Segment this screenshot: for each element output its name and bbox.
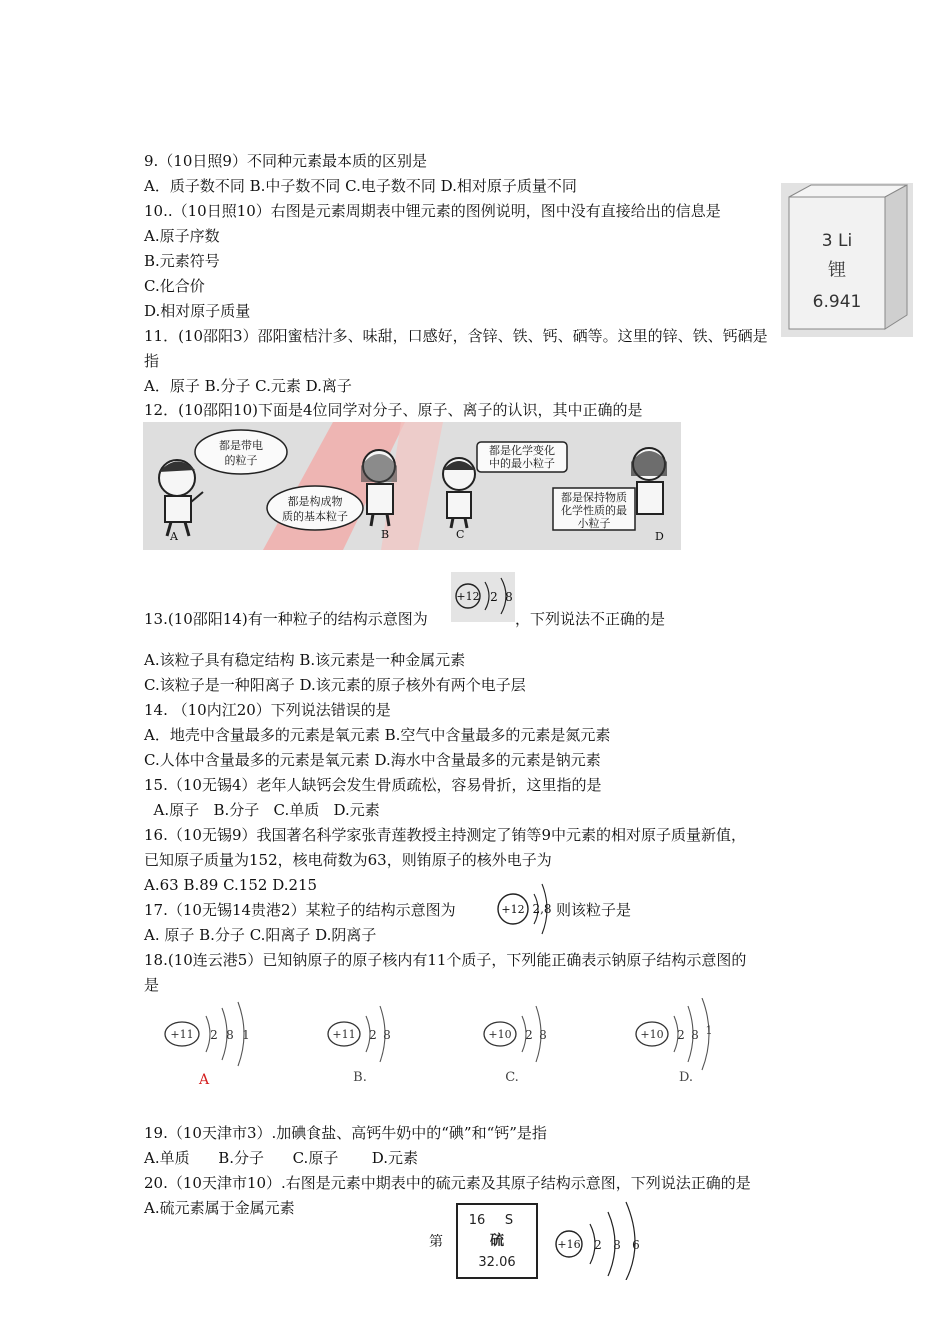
- lithium-mass: 6.941: [812, 292, 862, 312]
- q18-diagram-a: [165, 1002, 250, 1088]
- q18-diagram-c: [484, 1006, 547, 1085]
- q15-options: A.原子 B.分子 C.单质 D.元素: [144, 801, 380, 819]
- bubble-a-line2: 的粒子: [224, 454, 258, 467]
- q17-stem-after: 则该粒子是: [556, 901, 632, 919]
- q11-stem-line1: 11．(10邵阳3）邵阳蜜桔汁多、味甜，口感好，含锌、铁、钙、硒等。这里的锌、铁、钙硒是: [144, 327, 768, 345]
- q17-options: A. 原子 B.分子 C.阳离子 D.阴离子: [144, 926, 377, 944]
- q19-options: A.单质 B.分子 C.原子 D.元素: [144, 1149, 418, 1167]
- q18-stem-line2: 是: [144, 976, 160, 994]
- q17-nucleus: +12: [501, 903, 525, 916]
- bubble-b-line2: 质的基本粒子: [282, 510, 348, 523]
- bubble-b-line1: 都是构成物: [287, 495, 343, 508]
- sulfur-atom-diagram: [552, 1200, 648, 1280]
- label-a: A: [170, 530, 178, 543]
- q13-options-line2: C.该粒子是一种阳离子 D.该元素的原子核外有两个电子层: [144, 676, 526, 694]
- q10-option-c: C.化合价: [144, 277, 205, 295]
- q11-options: A．原子 B.分子 C.元素 D.离子: [144, 377, 352, 395]
- q18-c-nucleus: +10: [488, 1028, 512, 1041]
- q19-stem: 19.（10天津市3）.加碘食盐、高钙牛奶中的“碘”和“钙”是指: [144, 1124, 547, 1142]
- q18-d-shell-3: 1: [705, 1024, 713, 1037]
- sulfur-name: 硫: [490, 1233, 504, 1249]
- q9-stem: 9.（10日照9）不同种元素最本质的区别是: [144, 152, 427, 170]
- q17-shells: 2,8: [532, 902, 552, 916]
- sulfur-symbol: S: [504, 1213, 514, 1228]
- sulfur-shell-3: 6: [632, 1238, 640, 1252]
- sulfur-element-card: [455, 1202, 541, 1280]
- q10-option-b: B.元素符号: [144, 252, 220, 270]
- q17-stem-before: 17.（10无锡14贵港2）某粒子的结构示意图为: [144, 901, 456, 919]
- lithium-element-card: [781, 183, 913, 337]
- q18-a-shell-2: 8: [226, 1028, 234, 1042]
- q13-options-line1: A.该粒子具有稳定结构 B.该元素是一种金属元素: [144, 651, 466, 669]
- student-b-figure: [361, 450, 397, 526]
- q18-b-shell-2: 8: [383, 1028, 391, 1042]
- q14-options-line1: A．地壳中含量最多的元素是氧元素 B.空气中含量最多的元素是氮元素: [144, 726, 611, 744]
- bubble-d-line1: 都是保持物质: [561, 491, 627, 504]
- q18-d-shell-1: 2: [677, 1028, 685, 1042]
- q14-options-line2: C.人体中含量最多的元素是氧元素 D.海水中含量最多的元素是钠元素: [144, 751, 601, 769]
- q10-option-d: D.相对原子质量: [144, 302, 251, 320]
- bubble-a: [195, 430, 287, 474]
- bubble-d-line3: 小粒子: [577, 517, 611, 530]
- q18-label-c: C.: [505, 1070, 519, 1085]
- bubble-b: [267, 486, 363, 530]
- q13-stem-before: 13.(10邵阳14)有一种粒子的结构示意图为: [144, 610, 428, 628]
- sulfur-number: 16: [468, 1213, 486, 1228]
- q17-atom-diagram: [494, 878, 556, 938]
- student-c-figure: [443, 458, 475, 528]
- q18-sodium-diagrams: [160, 998, 730, 1090]
- lithium-number-symbol: 3 Li: [821, 231, 853, 251]
- q14-stem: 14. （10内江20）下列说法错误的是: [144, 701, 391, 719]
- q16-options: A.63 B.89 C.152 D.215: [144, 876, 318, 894]
- q9-options: A．质子数不同 B.中子数不同 C.电子数不同 D.相对原子质量不同: [144, 177, 577, 195]
- sulfur-shell-2: 8: [613, 1238, 621, 1252]
- sulfur-nucleus: +16: [557, 1238, 581, 1251]
- label-b: B: [381, 528, 390, 541]
- q18-d-shell-2: 8: [691, 1028, 699, 1042]
- q18-c-shell-1: 2: [525, 1028, 533, 1042]
- q20-side-text: 第: [429, 1234, 443, 1250]
- q12-stem: 12．(10邵阳10)下面是4位同学对分子、原子、离子的认识，其中正确的是: [144, 401, 643, 419]
- q18-label-b: B.: [353, 1070, 367, 1085]
- q18-label-d: D.: [678, 1070, 694, 1085]
- q11-stem-line2: 指: [144, 352, 160, 370]
- q18-c-shell-2: 8: [539, 1028, 547, 1042]
- q12-students-illustration: [143, 422, 681, 550]
- q13-nucleus: +12: [456, 590, 480, 603]
- q13-shell-2: 8: [505, 590, 513, 604]
- q13-atom-diagram: [451, 572, 515, 622]
- q16-stem-line2: 已知原子质量为152，核电荷数为63，则铕原子的核外电子为: [144, 851, 552, 869]
- q10-option-a: A.原子序数: [144, 227, 220, 245]
- q18-stem-line1: 18.(10连云港5）已知钠原子的原子核内有11个质子，下列能正确表示钠原子结构示意图的: [144, 951, 747, 969]
- q18-diagram-d: [636, 998, 713, 1085]
- q18-diagram-b: [328, 1006, 391, 1085]
- label-d: D: [655, 530, 664, 543]
- sulfur-mass: 32.06: [478, 1255, 516, 1270]
- q16-stem-line1: 16.（10无锡9）我国著名科学家张青莲教授主持测定了铕等9中元素的相对原子质量新值，: [144, 826, 747, 844]
- q13-stem-after: ，下列说法不正确的是: [515, 610, 666, 628]
- q18-a-shell-3: 1: [242, 1028, 250, 1042]
- q18-a-nucleus: +11: [170, 1028, 194, 1041]
- q10-stem: 10..（10日照10）右图是元素周期表中锂元素的图例说明，图中没有直接给出的信息是: [144, 202, 721, 220]
- sulfur-shell-1: 2: [594, 1238, 602, 1252]
- q20-stem: 20.（10天津市10）.右图是元素中期表中的硫元素及其原子结构示意图，下列说法正确的是: [144, 1174, 751, 1192]
- student-d-figure: [631, 448, 667, 514]
- q20-option-a: A.硫元素属于金属元素: [144, 1199, 295, 1217]
- q15-stem: 15.（10无锡4）老年人缺钙会发生骨质疏松，容易骨折，这里指的是: [144, 776, 602, 794]
- bubble-c-line1: 都是化学变化: [489, 444, 555, 457]
- lithium-name: 锂: [828, 260, 846, 281]
- bubble-a-line1: 都是带电: [219, 439, 263, 452]
- q18-d-nucleus: +10: [640, 1028, 664, 1041]
- q18-b-nucleus: +11: [332, 1028, 356, 1041]
- q18-a-shell-1: 2: [210, 1028, 218, 1042]
- bubble-c-line2: 中的最小粒子: [489, 457, 555, 470]
- q18-b-shell-1: 2: [369, 1028, 377, 1042]
- label-c: C: [456, 528, 465, 541]
- q18-label-a: A: [198, 1072, 210, 1088]
- q13-shell-1: 2: [490, 590, 498, 604]
- bubble-d-line2: 化学性质的最: [561, 504, 627, 517]
